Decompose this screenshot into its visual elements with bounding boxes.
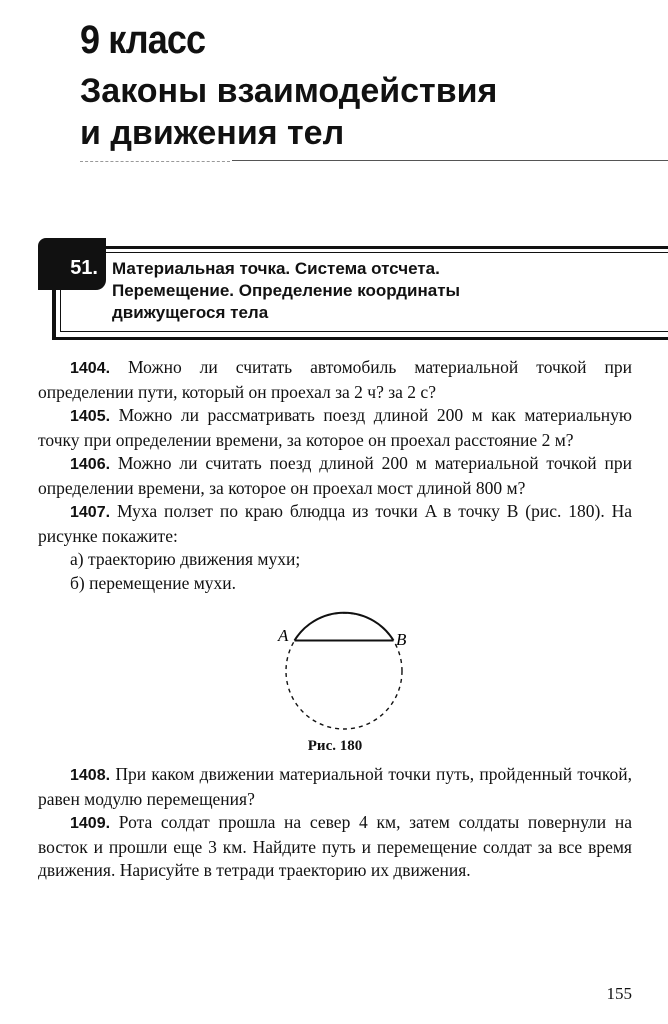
problem-number: 1406. xyxy=(70,456,111,473)
problem-1406 xyxy=(38,452,632,500)
problem-1407-item-a: а) траекторию движения мухи; xyxy=(70,549,301,569)
problem-number: 1409. xyxy=(70,815,111,832)
section-title-line: Перемещение. Определение координаты xyxy=(112,281,461,300)
grade-title: 9 класс xyxy=(80,18,206,62)
problem-1407 xyxy=(38,500,632,548)
problem-text: При каком движении материальной точки путь, пройденный точкой, равен модулю перемещения? xyxy=(38,764,632,809)
problem-1405 xyxy=(38,404,632,452)
problem-1408 xyxy=(38,763,632,811)
problem-text: Можно ли считать поезд длиной 200 м материальной точкой при определении времени, за которое он проехал мост длиной 800 м? xyxy=(38,453,632,498)
point-b-label: B xyxy=(396,630,407,649)
trajectory-arc xyxy=(295,613,394,641)
section-number-badge: 51. xyxy=(38,238,106,290)
problem-text: Можно ли считать автомобиль материальной точкой при определении пути, который он проехал за 2 ч? за 2 с? xyxy=(38,357,632,402)
section-title-line: движущегося тела xyxy=(112,303,269,322)
page-number: 155 xyxy=(606,984,632,1003)
problem-1409 xyxy=(38,811,632,883)
figure-180 xyxy=(38,601,632,761)
chapter-title-line: и движения тел xyxy=(80,114,345,152)
problem-number: 1405. xyxy=(70,408,111,425)
section-title xyxy=(112,258,632,324)
figure-caption: Рис. 180 xyxy=(307,738,363,754)
problem-list xyxy=(38,356,632,883)
header-divider xyxy=(232,160,668,161)
section-title-line: Материальная точка. Система отсчета. xyxy=(112,259,440,278)
problem-1404 xyxy=(38,356,632,404)
problem-number: 1404. xyxy=(70,360,111,377)
problem-number: 1408. xyxy=(70,767,111,784)
chapter-title xyxy=(80,70,640,154)
problem-number: 1407. xyxy=(70,504,111,521)
chapter-title-line: Законы взаимодействия xyxy=(80,72,498,110)
problem-text: Можно ли рассматривать поезд длиной 200 м как материальную точку при определении времени, за которое он проехал расстояние 2 м? xyxy=(38,405,632,450)
point-a-label: A xyxy=(278,626,289,645)
header-divider-dashed xyxy=(80,161,230,162)
problem-text: Муха ползет по краю блюдца из точки A в точку B (рис. 180). На рисунке покажите: xyxy=(38,501,633,546)
saucer-diagram xyxy=(274,601,414,731)
problem-1407-item-b: б) перемещение мухи. xyxy=(70,572,237,593)
problem-text: Рота солдат прошла на север 4 км, затем солдаты повернули на восток и прошли еще 3 км. Найдите путь и перемещение солдат за все время движения. Нарисуйте в тетради траекторию их движения. xyxy=(38,812,633,880)
